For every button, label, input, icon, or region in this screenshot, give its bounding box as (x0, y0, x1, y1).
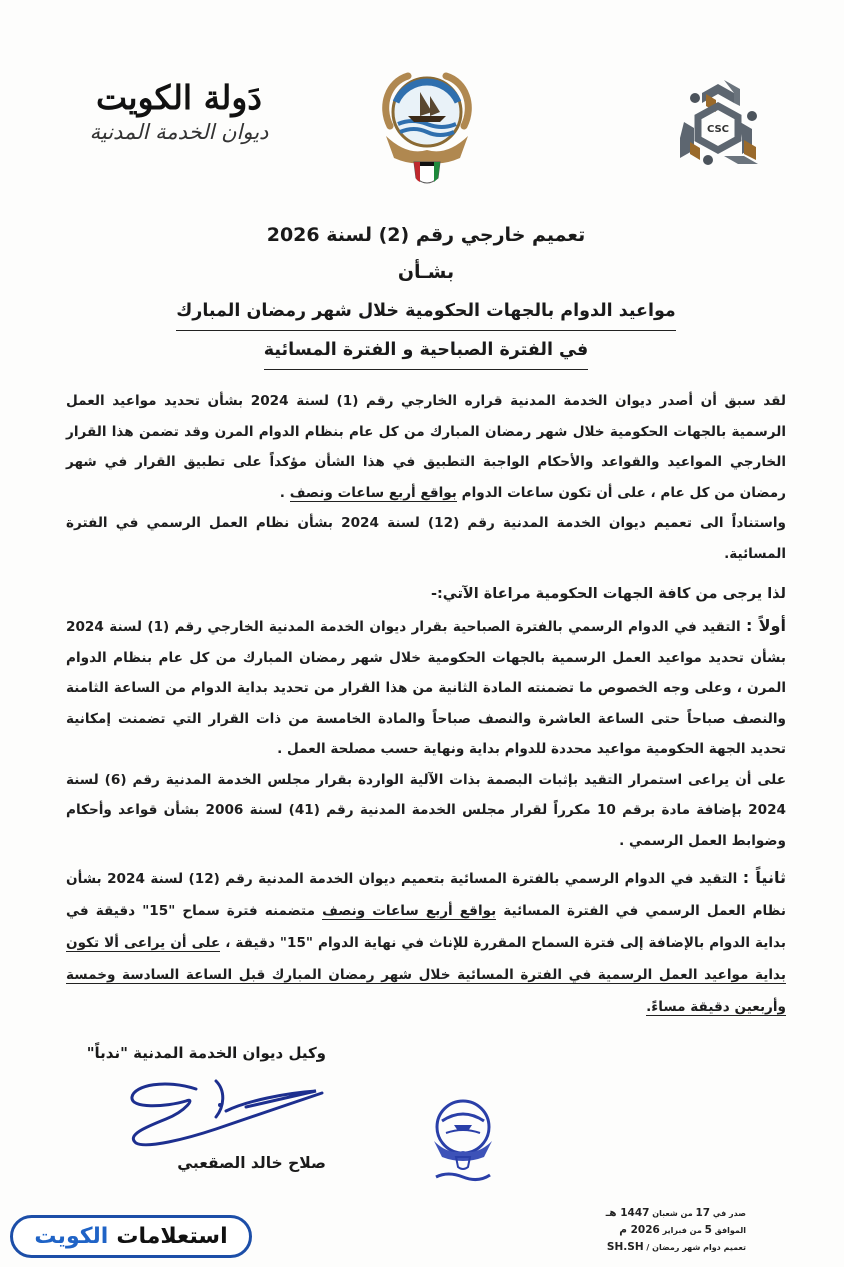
clause-first-label: أولاً : (746, 616, 786, 635)
watermark-word-2: الكويت (34, 1224, 109, 1249)
clause-second (66, 862, 786, 1023)
intro-section (66, 386, 786, 569)
signature-row (66, 1041, 786, 1201)
instructions-heading: لذا يرجى من كافة الجهات الحكومية مراعاة الآتي:- (430, 586, 786, 602)
intro-hours-underlined: بواقع أربع ساعات ونصف (289, 484, 457, 501)
circular-number: تعميم خارجي رقم (2) لسنة 2026 (266, 224, 586, 246)
clause-second-paragraph (66, 862, 786, 1023)
issued-day: 17 (695, 1207, 711, 1219)
state-name: دَولة الكويت (96, 78, 262, 117)
title-block (166, 218, 686, 370)
signature-block (66, 1041, 326, 1175)
corresponding-date-line (596, 1222, 746, 1239)
subject-line-2: في الفترة الصباحية و الفترة المسائية (264, 331, 588, 370)
file-code: SH.SH (606, 1241, 644, 1253)
file-label: تعميم دوام شهر رمضان / (646, 1243, 746, 1252)
clause-second-text-a: التقيد في الدوام الرسمي بالفترة المسائية بتعميم ديوان الخدمة المدنية رقم (12) لسنة 2024 بشأن نظام العمل الرسمي في الفترة المسائية (66, 871, 787, 919)
clause-second-hours-underlined: بواقع أربع ساعات ونصف (322, 903, 497, 919)
corresponding-label: الموافق (714, 1226, 746, 1235)
kuwait-emblem (372, 66, 482, 190)
fingerprint-note: على أن يراعى استمرار التقيد بإثبات البصمة بذات الآلية الواردة بقرار مجلس الخدمة المدنية رقم (6) لسنة 2024 بإضافة مادة برقم 10 مكرراً لقرار مجلس الخدمة المدنية رقم (41) لسنة 2006 بشأن قواعد وأحكام وضوابط العمل الرسمي . (66, 771, 786, 849)
intro-period: . (279, 484, 290, 501)
clause-second-condition-underlined: على أن يراعى ألا تكون بداية مواعيد العمل الرسمية في الفترة المسائية خلال شهر رمضان المبارك قبل الساعة السادسة وخمسة وأربعين دقيقة مساءً. (66, 935, 786, 1015)
official-stamp (428, 1097, 498, 1183)
file-reference-line (596, 1239, 746, 1256)
corresponding-year: 2026 م (619, 1224, 660, 1236)
watermark-word-1: استعلامات (116, 1224, 228, 1249)
corresponding-month: من فبراير (662, 1226, 702, 1235)
issued-label: صدر في (712, 1209, 746, 1218)
bureau-name: ديوان الخدمة المدنية (89, 120, 269, 144)
clause-second-text-b: متضمنه فترة سماح "15" دقيقة في بداية الدوام بالإضافة إلى فترة السماح المقررة للإناث في نهاية الدوام "15" دقيقة ، (66, 903, 786, 951)
clause-first (66, 611, 786, 856)
letterhead (0, 0, 844, 210)
intro-paragraph-1 (66, 386, 786, 508)
signatory-title: وكيل ديوان الخدمة المدنية "ندباً" (86, 1044, 326, 1062)
reference-block (596, 1205, 746, 1256)
regarding-label: بشـأن (397, 261, 455, 283)
document-body (66, 218, 786, 1201)
corresponding-day: 5 (704, 1224, 712, 1236)
issued-month: من شعبان (652, 1209, 693, 1218)
clause-first-text: التقيد في الدوام الرسمي بالفترة الصباحية بقرار ديوان الخدمة المدنية الخارجي رقم (1) لسنة 2024 بشأن تحديد مواعيد العمل الرسمية بالجهات الحكومية خلال شهر رمضان المبارك من كل عام بنظام الدوام المرن ، وعلى وجه الخصوص ما تضمنته المادة الثانية من هذا القرار من تحديد بداية الدوام من الساعة الثامنة والنصف صباحاً حتى الساعة العاشرة والنصف صباحاً والمادة الخامسة من ذات القرار التي تضمنت إمكانية تحديد الجهة الحكومية مواعيد محددة للدوام بداية ونهاية حسب مصلحة العمل . (66, 619, 786, 757)
handwritten-signature (126, 1071, 326, 1149)
clause-second-label: ثانياً : (742, 868, 786, 887)
intro-text: لقد سبق أن أصدر ديوان الخدمة المدنية قراره الخارجي رقم (1) لسنة 2024 بشأن تحديد مواعيد العمل الرسمية بالجهات الحكومية خلال شهر رمضان المبارك من كل عام بنظام الدوام المرن وقد تضمن هذا القرار الخارجي المواعيد والقواعد والأحكام الواجبة التطبيق في هذا الشأن مؤكداً على تطبيق القرار في شهر رمضان من كل عام ، على أن تكون ساعات الدوام (66, 393, 786, 501)
footer-strip (0, 1205, 844, 1267)
signatory-name: صلاح خالد الصقعبي (177, 1154, 326, 1172)
subject-line-1: مواعيد الدوام بالجهات الحكومية خلال شهر رمضان المبارك (176, 292, 676, 331)
clause-first-paragraph (66, 611, 786, 765)
intro-paragraph-2: واستناداً الى تعميم ديوان الخدمة المدنية رقم (12) لسنة 2024 بشأن نظام العمل الرسمي في الفترة المسائية. (66, 515, 786, 562)
brand-block (66, 78, 292, 146)
site-watermark-badge (10, 1215, 252, 1258)
issued-date-line (596, 1205, 746, 1222)
csc-logo (668, 76, 768, 172)
issued-year: 1447 هـ (605, 1207, 650, 1219)
csc-logo-text: CSC (706, 124, 730, 135)
